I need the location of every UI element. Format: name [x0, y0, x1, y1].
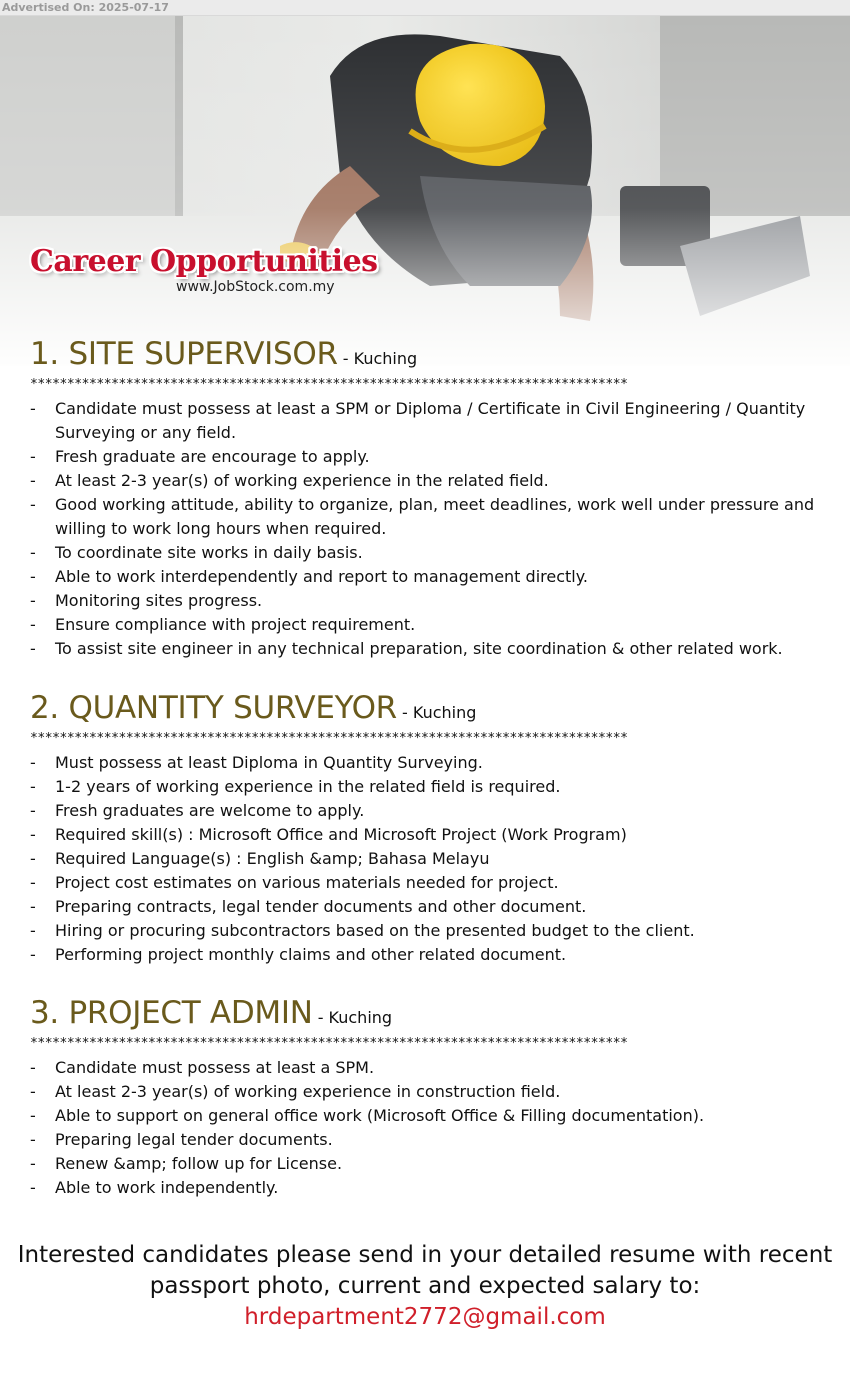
list-item: - Performing project monthly claims and other related document.	[30, 943, 830, 967]
job-section-project-admin	[30, 993, 830, 1200]
contact-email-link[interactable]: hrdepartment2772@gmail.com	[244, 1304, 606, 1330]
job-title: 1. SITE SUPERVISOR	[30, 336, 338, 372]
advertised-on-label: Advertised On: 2025-07-17	[2, 1, 169, 14]
jobstock-url[interactable]: www.JobStock.com.my	[176, 279, 335, 295]
job-location: - Kuching	[402, 703, 477, 722]
requirements-list	[30, 397, 830, 661]
career-opportunities-title: Career Opportunities	[30, 244, 378, 279]
job-section-site-supervisor	[30, 334, 830, 661]
list-item: - Good working attitude, ability to organize, plan, meet deadlines, work well under pressure and willing to work long hours when required.	[30, 493, 830, 541]
job-title: 3. PROJECT ADMIN	[30, 995, 313, 1031]
contact-section	[0, 1240, 850, 1333]
list-item: - 1-2 years of working experience in the related field is required.	[30, 775, 830, 799]
hero-banner	[0, 16, 850, 366]
job-heading	[30, 688, 830, 733]
list-item: - Hiring or procuring subcontractors based on the presented budget to the client.	[30, 919, 830, 943]
list-item: - Must possess at least Diploma in Quantity Surveying.	[30, 751, 830, 775]
list-item: - Candidate must possess at least a SPM.	[30, 1056, 830, 1080]
requirements-list	[30, 751, 830, 967]
brand-logo	[30, 244, 378, 295]
star-divider: *********************************************************************************	[30, 1036, 628, 1051]
list-item: - To coordinate site works in daily basis.	[30, 541, 830, 565]
list-item: - Monitoring sites progress.	[30, 589, 830, 613]
contact-instructions-line2: passport photo, current and expected salary to:	[149, 1273, 701, 1299]
list-item: - At least 2-3 year(s) of working experience in the related field.	[30, 469, 830, 493]
list-item: - Candidate must possess at least a SPM or Diploma / Certificate in Civil Engineering / Quantity Surveying or any field.	[30, 397, 830, 445]
list-item: - Able to support on general office work (Microsoft Office & Filling documentation).	[30, 1104, 830, 1128]
job-location: - Kuching	[342, 349, 418, 368]
job-location: - Kuching	[317, 1008, 393, 1027]
list-item: - Required Language(s) : English &amp; Bahasa Melayu	[30, 847, 830, 871]
list-item: - Fresh graduate are encourage to apply.	[30, 445, 830, 469]
list-item: - Preparing contracts, legal tender documents and other document.	[30, 895, 830, 919]
list-item: - Fresh graduates are welcome to apply.	[30, 799, 830, 823]
requirements-list	[30, 1056, 830, 1200]
job-title: 2. QUANTITY SURVEYOR	[30, 690, 397, 726]
list-item: - Preparing legal tender documents.	[30, 1128, 830, 1152]
list-item: - Project cost estimates on various materials needed for project.	[30, 871, 830, 895]
star-divider: *********************************************************************************	[30, 377, 628, 392]
star-divider: *********************************************************************************	[30, 731, 628, 746]
construction-worker-photo	[0, 16, 850, 366]
list-item: - Required skill(s) : Microsoft Office and Microsoft Project (Work Program)	[30, 823, 830, 847]
list-item: - To assist site engineer in any technical preparation, site coordination & other related work.	[30, 637, 830, 661]
list-item: - Able to work interdependently and report to management directly.	[30, 565, 830, 589]
list-item: - At least 2-3 year(s) of working experience in construction field.	[30, 1080, 830, 1104]
job-section-quantity-surveyor	[30, 688, 830, 967]
list-item: - Able to work independently.	[30, 1176, 830, 1200]
contact-instructions-line1: Interested candidates please send in your detailed resume with recent	[17, 1242, 833, 1268]
job-heading	[30, 993, 830, 1038]
list-item: - Renew &amp; follow up for License.	[30, 1152, 830, 1176]
advertised-on-bar	[0, 0, 850, 16]
list-item: - Ensure compliance with project requirement.	[30, 613, 830, 637]
job-heading	[30, 334, 830, 379]
